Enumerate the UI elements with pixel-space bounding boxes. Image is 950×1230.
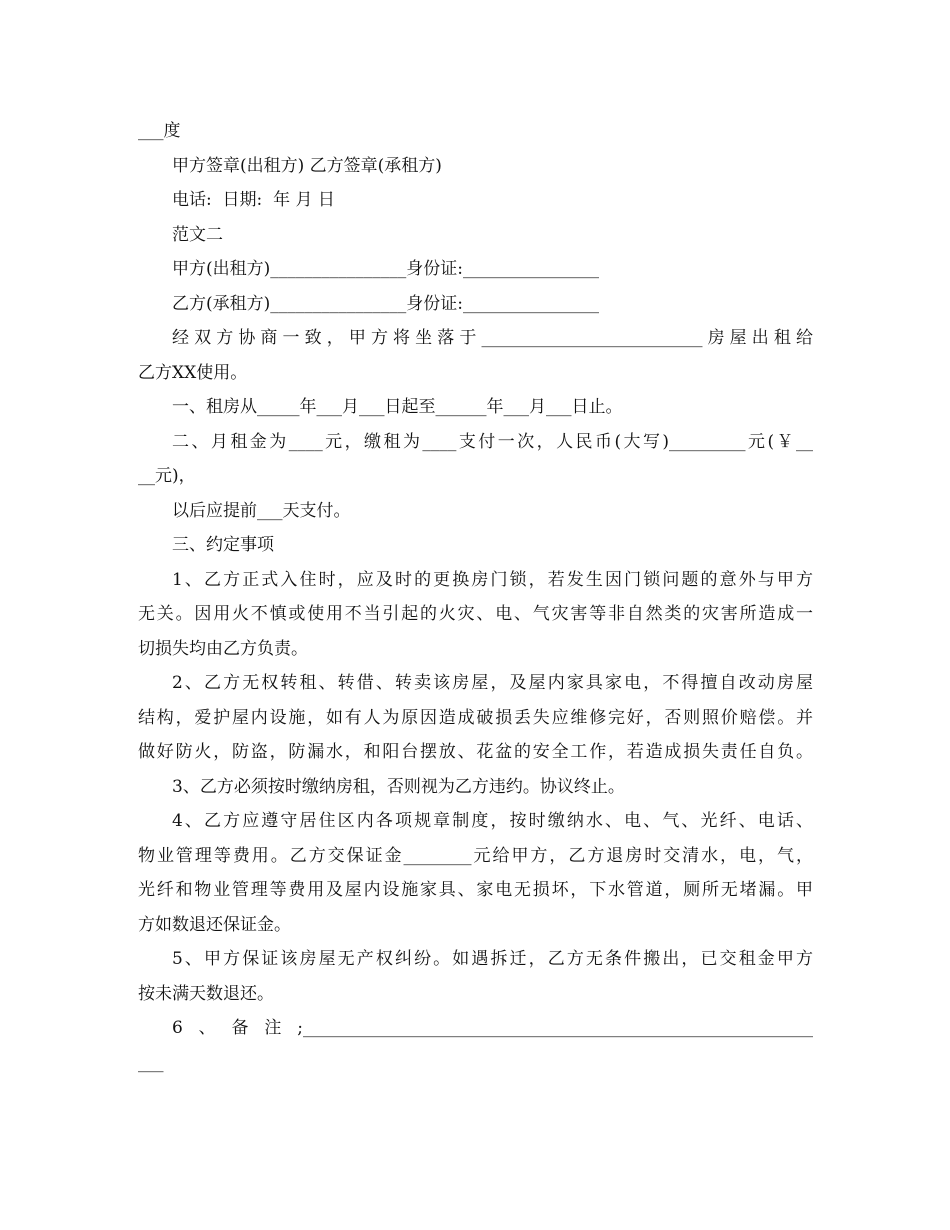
clause-2-line: __元)，	[138, 466, 196, 486]
section-title: 范文二	[172, 224, 223, 245]
signature-line: 甲方签章(出租方) 乙方签章(承租方)	[172, 155, 442, 176]
item-5-line: 5、甲方保证该房屋无产权纠纷。如遇拆迁，乙方无条件搬出，已交租金甲方	[172, 949, 813, 969]
item-2-line: 结构，爱护屋内设施，如有人为原因造成破损丢失应维修完好，否则照价赔偿。并	[138, 707, 813, 728]
item-4-line: 方如数退还保证金。	[138, 914, 291, 935]
document-body	[138, 114, 813, 1080]
item-2-line: 2、乙方无权转租、转借、转卖该房屋，及屋内家具家电，不得擅自改动房屋	[172, 673, 813, 693]
item-4-line: 物业管理等费用。乙方交保证金________元给甲方，乙方退房时交清水，电，气，	[138, 845, 813, 866]
party-b-line: 乙方(承租方)________________身份证:________________	[172, 293, 599, 314]
item-1-line: 1、乙方正式入住时，应及时的更换房门锁，若发生因门锁问题的意外与甲方	[172, 569, 813, 590]
paragraph-line: 乙方XX使用。	[138, 362, 248, 383]
payment-advance-line: 以后应提前___天支付。	[172, 500, 351, 521]
paragraph-line: 经双方协商一致，甲方将坐落于__________________________房屋出租给	[172, 328, 813, 348]
item-1-line: 无关。因用火不慎或使用不当引起的火灾、电、气灾害等非自然类的灾害所造成一	[138, 604, 813, 624]
text-line-continuation: ___度	[138, 121, 181, 141]
phone-date-line: 电话: 日期: 年 月 日	[172, 190, 335, 210]
item-1-line: 切损失均由乙方负责。	[138, 638, 308, 659]
party-a-line: 甲方(出租方)________________身份证:________________	[172, 259, 599, 279]
item-3-line: 3、乙方必须按时缴纳房租，否则视为乙方违约。协议终止。	[172, 776, 625, 797]
item-6-remarks-line: 6、备注;____________________________________________________________	[172, 1018, 813, 1038]
clause-2-line: 二、月租金为____元，缴租为____支付一次，人民币(大写)_________元(￥__	[172, 431, 813, 452]
item-5-line: 按未满天数退还。	[138, 983, 274, 1004]
clause-3-title: 三、约定事项	[172, 535, 274, 555]
item-2-line: 做好防火，防盗，防漏水，和阳台摆放、花盆的安全工作，若造成损失责任自负。	[138, 742, 813, 762]
item-4-line: 4、乙方应遵守居住区内各项规章制度，按时缴纳水、电、气、光纤、电话、	[172, 811, 813, 831]
item-6-remarks-line: ___	[138, 1052, 164, 1073]
clause-1-line: 一、租房从_____年___月___日起至______年___月___日止。	[172, 397, 623, 417]
item-4-line: 光纤和物业管理等费用及屋内设施家具、家电无损坏，下水管道，厕所无堵漏。甲	[138, 880, 813, 900]
